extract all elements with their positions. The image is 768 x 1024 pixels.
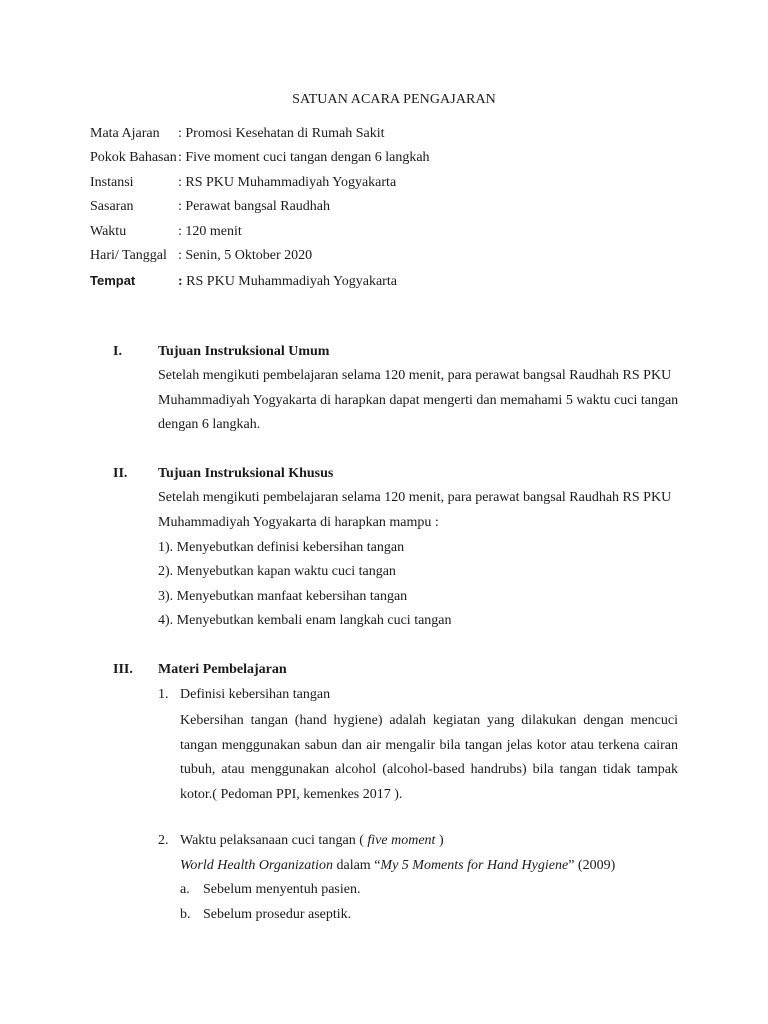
section-heading: Tujuan Instruksional Umum <box>158 344 330 359</box>
justified-line: tangan menggunakan sabun dan air mengalir bila tangan jelas kotor atau terkena cairan <box>180 738 678 753</box>
who-org-italic: World Health Organization <box>180 858 333 873</box>
document-title: SATUAN ACARA PENGAJARAN <box>292 92 496 107</box>
info-value: : RS PKU Muhammadiyah Yogyakarta <box>178 175 397 190</box>
point-text: Sebelum menyentuh pasien. <box>203 882 361 897</box>
who-text: dalam “ <box>332 858 381 873</box>
info-label: Sasaran <box>90 199 134 214</box>
info-value: RS PKU Muhammadiyah Yogyakarta <box>182 274 397 289</box>
info-colon: : <box>178 274 183 289</box>
paragraph-line: Setelah mengikuti pembelajaran selama 120 menit, para perawat bangsal Raudhah RS PKU <box>158 490 672 505</box>
who-reference <box>180 856 615 876</box>
info-label: Instansi <box>90 175 134 190</box>
info-value: : Perawat bangsal Raudhah <box>178 199 331 214</box>
sub-number: 1. <box>158 687 169 702</box>
sub-title-text: ) <box>435 833 444 848</box>
paragraph-line: Setelah mengikuti pembelajaran selama 120 menit, para perawat bangsal Raudhah RS PKU <box>158 368 672 383</box>
info-label: Pokok Bahasan <box>90 150 177 165</box>
info-value: : Five moment cuci tangan dengan 6 langkah <box>178 150 430 165</box>
sub-title-italic: five moment <box>367 833 436 848</box>
info-row-pokok-bahasan <box>90 148 430 168</box>
info-row-mata-ajaran <box>90 124 384 144</box>
sub-title <box>180 831 444 851</box>
who-title-italic: My 5 Moments for Hand Hygiene <box>380 858 569 873</box>
who-text: ” (2009) <box>568 858 616 873</box>
justified-line: tubuh, atau menggunakan alcohol (alcohol-based handrubs) bila tangan tidak tampak <box>180 762 678 777</box>
info-label: Hari/ Tanggal <box>90 248 167 263</box>
info-row-instansi <box>90 173 396 193</box>
paragraph-line: Muhammadiyah Yogyakarta di harapkan mampu : <box>158 515 439 530</box>
section-heading: Materi Pembelajaran <box>158 662 287 677</box>
info-label: Mata Ajaran <box>90 126 160 141</box>
info-row-tempat <box>90 271 397 291</box>
section-number: I. <box>113 344 122 359</box>
list-item: 4). Menyebutkan kembali enam langkah cuci tangan <box>158 613 452 628</box>
sub-title-text: Waktu pelaksanaan cuci tangan ( <box>180 833 368 848</box>
info-value: : Promosi Kesehatan di Rumah Sakit <box>178 126 385 141</box>
list-item: 2). Menyebutkan kapan waktu cuci tangan <box>158 564 396 579</box>
list-item: 3). Menyebutkan manfaat kebersihan tangan <box>158 589 408 604</box>
sub-number: 2. <box>158 833 169 848</box>
justified-line: kotor.( Pedoman PPI, kemenkes 2017 ). <box>180 787 403 802</box>
justified-line: Kebersihan tangan (hand hygiene) adalah kegiatan yang dilakukan dengan mencuci <box>180 713 678 728</box>
sub-title: Definisi kebersihan tangan <box>180 687 331 702</box>
point-letter: b. <box>180 907 191 922</box>
info-value: : 120 menit <box>178 224 242 239</box>
section-heading: Tujuan Instruksional Khusus <box>158 466 334 481</box>
point-text: Sebelum prosedur aseptik. <box>203 907 352 922</box>
info-label: Tempat <box>90 273 136 288</box>
paragraph-line: Muhammadiyah Yogyakarta di harapkan dapat mengerti dan memahami 5 waktu cuci tangan <box>158 393 679 408</box>
section-number: II. <box>113 466 128 481</box>
info-row-hari-tanggal <box>90 246 312 266</box>
paragraph-line: dengan 6 langkah. <box>158 417 261 432</box>
info-row-waktu <box>90 222 242 242</box>
section-number: III. <box>113 662 133 677</box>
info-value: : Senin, 5 Oktober 2020 <box>178 248 313 263</box>
list-item: 1). Menyebutkan definisi kebersihan tangan <box>158 540 405 555</box>
point-letter: a. <box>180 882 190 897</box>
info-label: Waktu <box>90 224 127 239</box>
info-row-sasaran <box>90 197 330 217</box>
